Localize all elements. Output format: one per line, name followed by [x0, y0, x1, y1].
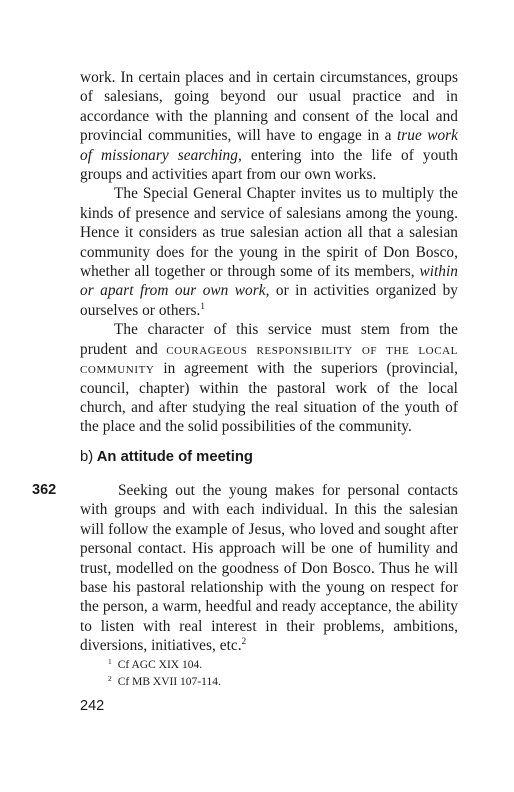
footnote-text: Cf AGC XIX 104.	[117, 659, 203, 671]
section-letter: b)	[80, 449, 94, 465]
paragraph-text: work. In certain places and in certain circumstances, groups of salesians, going beyond our usual practice and in accordance with the planning and consent of the local and provincial communities, will have to engage in a	[80, 69, 458, 145]
paragraph-continued	[80, 68, 458, 184]
italic-phrase: true work of missionary searching,	[80, 127, 459, 164]
footnote-marker: 2	[241, 636, 247, 647]
section-heading	[80, 449, 253, 465]
paragraph-text: Seeking out the young makes for personal contacts with groups and with each individual. In this the salesian will follow the example of Jesus, who loved and sought after personal contact. His approach will be one of humility and trust, modelled on the goodness of Don Bosco. Thus he will base his pastoral relationship with the young on respect for the person, a warm, heedful and ready acceptance, the ability to listen with real interest in their problems, ambitions, diversions, initiatives, etc.	[80, 482, 458, 655]
small-caps-phrase: courageous responsibility of the local community	[80, 340, 458, 378]
section-title: An attitude of meeting	[96, 449, 253, 465]
page-number: 242	[80, 698, 105, 714]
footnote	[108, 674, 221, 691]
body-text-lower	[80, 481, 458, 656]
paragraph-text: The character of this service must stem from the prudent and	[80, 321, 458, 358]
footnote-number: 2	[108, 673, 112, 683]
paragraph	[80, 320, 458, 436]
paragraph-number: 362	[32, 482, 57, 498]
paragraph-text: or in activities organized by ourselves or others.	[80, 282, 458, 319]
paragraph	[80, 184, 458, 320]
body-text-upper	[80, 68, 458, 437]
italic-phrase: within or apart from our own work,	[80, 263, 458, 300]
paragraph-text: The Special General Chapter invites us to multiply the kinds of presence and service of salesians among the young. Hence it considers as true salesian action all that a salesian community does for the young in the spirit of Don Bosco, whether all together or through some of its members,	[80, 185, 458, 281]
footnote-number: 1	[108, 657, 112, 666]
footnote-text: Cf MB XVII 107-114.	[117, 675, 221, 688]
footnote-marker: 1	[200, 300, 205, 311]
paragraph-text: entering into the life of youth groups and activities apart from our own works.	[80, 146, 458, 184]
paragraph	[80, 481, 458, 656]
footnote	[108, 657, 221, 674]
paragraph-text: in agreement with the superiors (provincial, council, chapter) within the pastoral work of the local church, and after studying the real situation of the youth of the place and the solid possibilities of the community.	[80, 360, 458, 436]
footnotes	[108, 657, 221, 690]
